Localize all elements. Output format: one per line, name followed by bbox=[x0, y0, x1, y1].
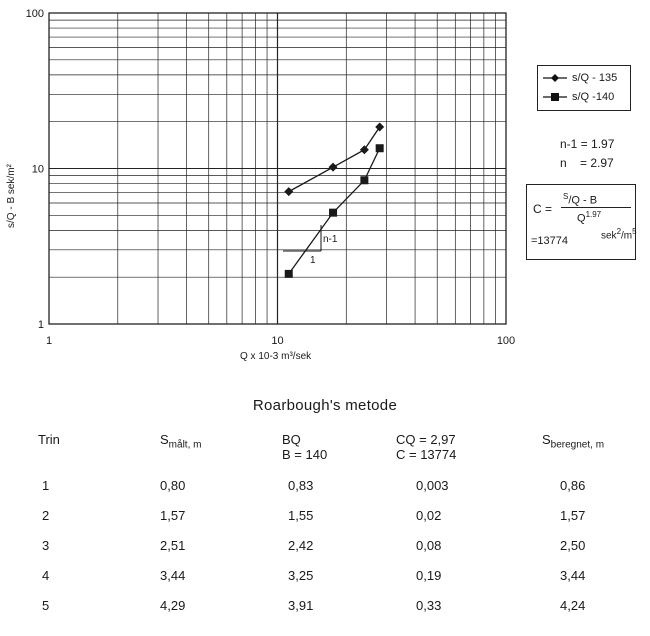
cell-s-beregnet: 4,24 bbox=[560, 598, 586, 613]
table-row bbox=[0, 508, 642, 538]
roarbough-table bbox=[0, 432, 642, 628]
cell-trin: 5 bbox=[42, 598, 50, 613]
cell-bq: 1,55 bbox=[288, 508, 314, 523]
fraction-bar bbox=[561, 207, 631, 208]
x-axis-label: Q x 10-3 m³/sek bbox=[240, 351, 312, 362]
cell-trin: 1 bbox=[42, 478, 50, 493]
cell-bq: 3,25 bbox=[288, 568, 314, 583]
formula-unit: $sek^2/m^5$ bbox=[601, 227, 637, 242]
square-marker-icon bbox=[542, 92, 568, 102]
square-point bbox=[329, 209, 337, 217]
grid-lines bbox=[49, 13, 506, 324]
formula-numerator: $^S$/Q - B bbox=[563, 192, 598, 207]
header-bq: BQ B = 140 bbox=[282, 432, 328, 462]
formula-box bbox=[526, 184, 636, 260]
legend-label: s/Q -140 bbox=[572, 91, 615, 103]
y-axis-label: s/Q - B sek/m² bbox=[6, 164, 17, 228]
cell-trin: 3 bbox=[42, 538, 50, 553]
cell-bq: 0,83 bbox=[288, 478, 314, 493]
cell-s-malt: 3,44 bbox=[160, 568, 186, 583]
cell-cq: 0,19 bbox=[416, 568, 442, 583]
formula-lhs: C = bbox=[533, 202, 553, 216]
formula-denominator: $Q^{1.97}$ bbox=[577, 210, 602, 225]
n-value: n = 2.97 bbox=[560, 156, 614, 170]
header-trin: Trin bbox=[38, 432, 60, 447]
cell-s-beregnet: 2,50 bbox=[560, 538, 586, 553]
slope-rise-label: n-1 bbox=[323, 234, 338, 245]
cell-s-beregnet: 3,44 bbox=[560, 568, 586, 583]
legend-item-s-q-135 bbox=[542, 71, 617, 85]
table-header-row bbox=[0, 432, 642, 478]
x-tick-label: 10 bbox=[271, 335, 284, 347]
n-minus-1-value: n-1 = 1.97 bbox=[560, 137, 615, 151]
table-row bbox=[0, 598, 642, 628]
square-point bbox=[285, 270, 293, 278]
cell-s-beregnet: 0,86 bbox=[560, 478, 586, 493]
table-row bbox=[0, 478, 642, 508]
table-row bbox=[0, 568, 642, 598]
table-title: Roarbough's metode bbox=[252, 397, 398, 414]
diamond-marker-icon bbox=[542, 73, 568, 83]
header-s-beregnet: $S_{beregnet, m}$ bbox=[542, 432, 605, 451]
cell-s-malt: 0,80 bbox=[160, 478, 186, 493]
square-point bbox=[360, 176, 368, 184]
cell-cq: 0,33 bbox=[416, 598, 442, 613]
x-tick-label: 1 bbox=[45, 335, 53, 347]
table-row bbox=[0, 538, 642, 568]
cell-s-malt: 1,57 bbox=[160, 508, 186, 523]
header-s-malt: $S_{målt, m}$ bbox=[160, 432, 202, 451]
legend-label: s/Q - 135 bbox=[572, 72, 618, 84]
exponent-results bbox=[560, 135, 614, 173]
y-tick-label: 10 bbox=[31, 163, 44, 176]
y-tick-label: 100 bbox=[25, 8, 44, 20]
cell-s-malt: 4,29 bbox=[160, 598, 186, 613]
cell-s-beregnet: 1,57 bbox=[560, 508, 586, 523]
cell-cq: 0,08 bbox=[416, 538, 442, 553]
chart-legend bbox=[537, 65, 631, 111]
y-tick-label: 1 bbox=[37, 319, 44, 331]
square-point bbox=[376, 144, 384, 152]
formula-result: =13774 bbox=[531, 235, 569, 247]
x-tick-label: 100 bbox=[496, 335, 516, 347]
cell-cq: 0,003 bbox=[416, 478, 449, 493]
cell-bq: 3,91 bbox=[288, 598, 314, 613]
cell-trin: 2 bbox=[42, 508, 50, 523]
cell-cq: 0,02 bbox=[416, 508, 442, 523]
header-cq: CQ = 2,97 C = 13774 bbox=[396, 432, 457, 462]
slope-run-label: 1 bbox=[310, 255, 316, 266]
legend-item-s-q-140 bbox=[542, 90, 614, 104]
cell-bq: 2,42 bbox=[288, 538, 314, 553]
cell-trin: 4 bbox=[42, 568, 50, 583]
cell-s-malt: 2,51 bbox=[160, 538, 186, 553]
